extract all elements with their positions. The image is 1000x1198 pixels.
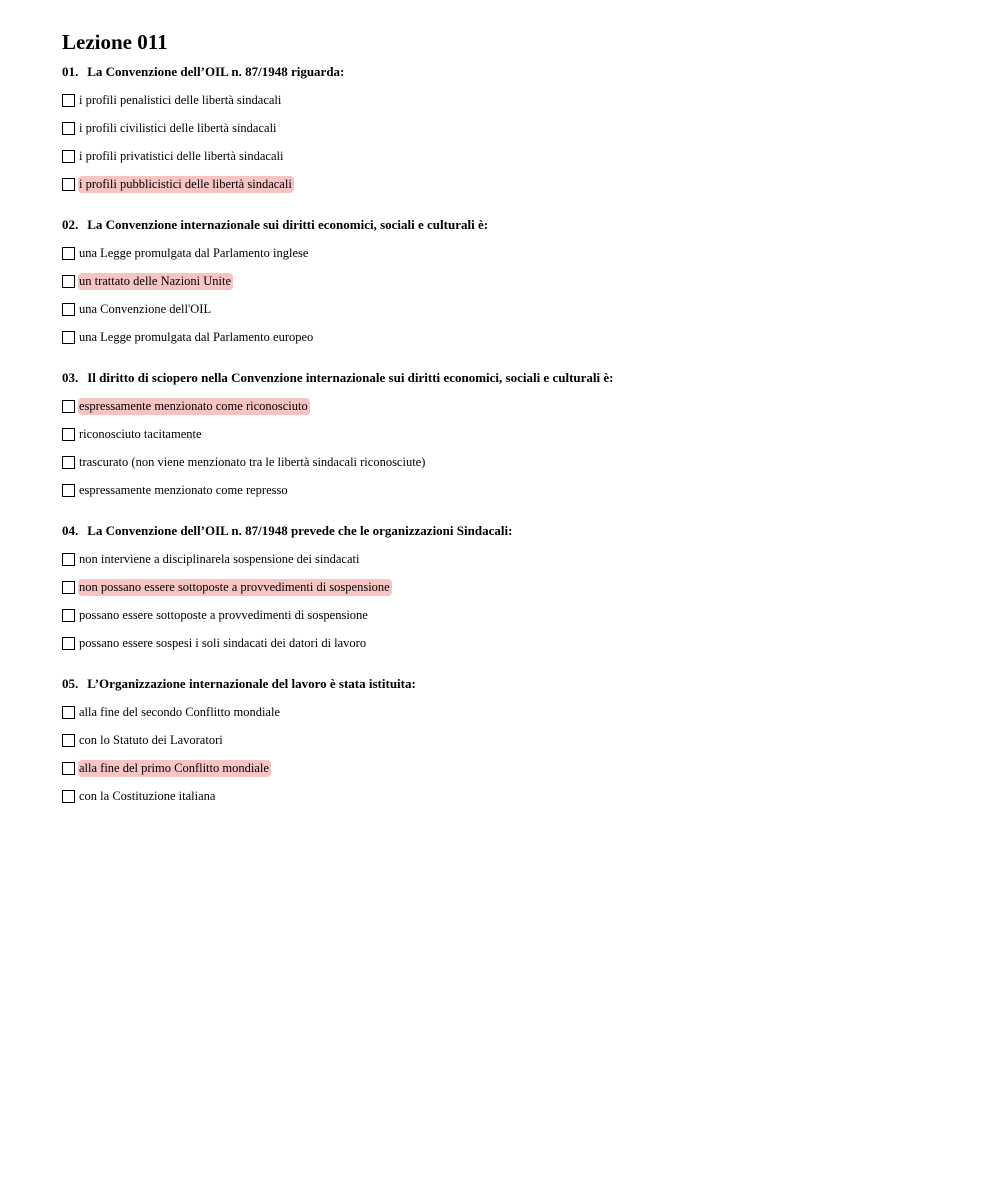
- question-3: [62, 370, 962, 499]
- answer-text: non possano essere sottoposte a provvedimenti di sospensione: [79, 579, 390, 594]
- answer-option[interactable]: [62, 300, 962, 318]
- answer-option[interactable]: [62, 731, 962, 749]
- answer-text: possano essere sottoposte a provvedimenti di sospensione: [79, 607, 368, 622]
- question-1: [62, 64, 962, 193]
- answer-option[interactable]: [62, 175, 962, 193]
- question-prompt: L’Organizzazione internazionale del lavoro è stata istituita:: [87, 676, 416, 691]
- answer-text: possano essere sospesi i soli sindacati dei datori di lavoro: [79, 635, 367, 650]
- checkbox[interactable]: [62, 303, 75, 316]
- checkbox[interactable]: [62, 400, 75, 413]
- answer-option[interactable]: [62, 634, 962, 652]
- answer-option[interactable]: [62, 578, 962, 596]
- question-number: 03.: [62, 370, 79, 385]
- checkbox[interactable]: [62, 428, 75, 441]
- question-text: [62, 217, 962, 237]
- answer-option[interactable]: [62, 328, 962, 346]
- answer-text: una Legge promulgata dal Parlamento inglese: [79, 245, 309, 260]
- answer-text: espressamente menzionato come represso: [79, 482, 288, 497]
- quiz-page: [62, 30, 962, 805]
- answer-option[interactable]: [62, 759, 962, 777]
- checkbox[interactable]: [62, 94, 75, 107]
- checkbox[interactable]: [62, 790, 75, 803]
- answer-text: con la Costituzione italiana: [79, 788, 216, 803]
- checkbox[interactable]: [62, 247, 75, 260]
- checkbox[interactable]: [62, 581, 75, 594]
- question-number: 04.: [62, 523, 79, 538]
- answer-option[interactable]: [62, 119, 962, 137]
- question-number: 05.: [62, 676, 79, 691]
- answer-text: riconosciuto tacitamente: [79, 426, 202, 441]
- answer-text: non interviene a disciplinarela sospensione dei sindacati: [79, 551, 360, 566]
- question-prompt: La Convenzione dell’OIL n. 87/1948 riguarda:: [87, 64, 345, 79]
- question-4: [62, 523, 962, 652]
- checkbox[interactable]: [62, 456, 75, 469]
- answer-text: i profili civilistici delle libertà sindacali: [79, 120, 277, 135]
- checkbox[interactable]: [62, 178, 75, 191]
- answer-text: i profili pubblicistici delle libertà sindacali: [79, 176, 292, 191]
- answer-text: alla fine del primo Conflitto mondiale: [79, 760, 269, 775]
- checkbox[interactable]: [62, 706, 75, 719]
- answer-option[interactable]: [62, 425, 962, 443]
- checkbox[interactable]: [62, 553, 75, 566]
- answer-text: una Legge promulgata dal Parlamento europeo: [79, 329, 314, 344]
- question-number: 01.: [62, 64, 79, 79]
- answer-option[interactable]: [62, 787, 962, 805]
- answer-option[interactable]: [62, 91, 962, 109]
- answer-option[interactable]: [62, 147, 962, 165]
- answer-text: una Convenzione dell'OIL: [79, 301, 212, 316]
- answer-text: trascurato (non viene menzionato tra le libertà sindacali riconosciute): [79, 454, 426, 469]
- answer-text: espressamente menzionato come riconosciuto: [79, 398, 308, 413]
- question-text: [62, 64, 962, 84]
- checkbox[interactable]: [62, 275, 75, 288]
- answer-text: alla fine del secondo Conflitto mondiale: [79, 704, 280, 719]
- question-text: [62, 676, 962, 696]
- answer-text: con lo Statuto dei Lavoratori: [79, 732, 223, 747]
- answer-text: un trattato delle Nazioni Unite: [79, 273, 232, 288]
- question-2: [62, 217, 962, 346]
- question-text: [62, 370, 962, 390]
- question-5: [62, 676, 962, 805]
- answer-option[interactable]: [62, 606, 962, 624]
- checkbox[interactable]: [62, 609, 75, 622]
- checkbox[interactable]: [62, 150, 75, 163]
- checkbox[interactable]: [62, 637, 75, 650]
- checkbox[interactable]: [62, 331, 75, 344]
- checkbox[interactable]: [62, 122, 75, 135]
- answer-option[interactable]: [62, 550, 962, 568]
- checkbox[interactable]: [62, 762, 75, 775]
- question-text: [62, 523, 962, 543]
- question-number: 02.: [62, 217, 79, 232]
- answer-option[interactable]: [62, 703, 962, 721]
- answer-option[interactable]: [62, 244, 962, 262]
- checkbox[interactable]: [62, 484, 75, 497]
- answer-text: i profili penalistici delle libertà sindacali: [79, 92, 282, 107]
- question-prompt: Il diritto di sciopero nella Convenzione internazionale sui diritti economici, sociali e culturali è:: [87, 370, 614, 385]
- answer-option[interactable]: [62, 397, 962, 415]
- lesson-title: Lezione 011: [62, 30, 168, 54]
- answer-option[interactable]: [62, 481, 962, 499]
- answer-option[interactable]: [62, 453, 962, 471]
- question-prompt: La Convenzione dell’OIL n. 87/1948 prevede che le organizzazioni Sindacali:: [87, 523, 513, 538]
- question-prompt: La Convenzione internazionale sui diritti economici, sociali e culturali è:: [87, 217, 489, 232]
- answer-option[interactable]: [62, 272, 962, 290]
- checkbox[interactable]: [62, 734, 75, 747]
- answer-text: i profili privatistici delle libertà sindacali: [79, 148, 284, 163]
